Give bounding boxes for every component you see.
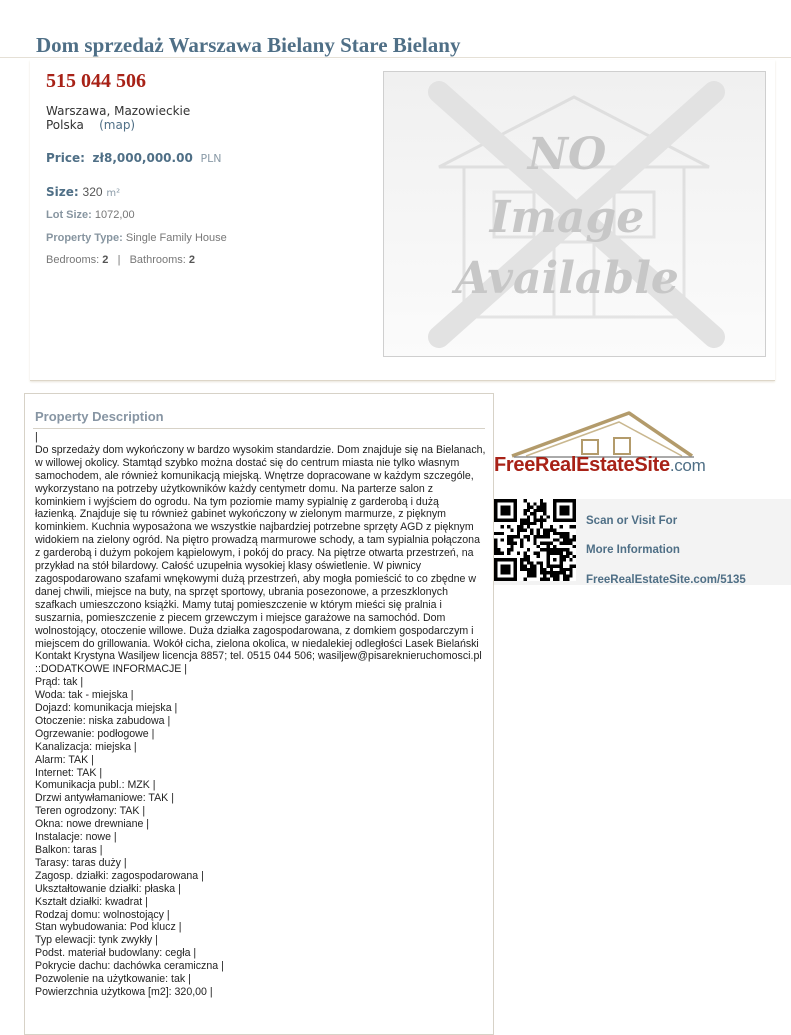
address-country: Polska: [46, 118, 84, 132]
size-label: Size:: [46, 185, 79, 199]
description-divider: [33, 428, 485, 429]
listing-phone: 515 044 506: [46, 70, 146, 92]
size-row: [46, 185, 120, 199]
feature-item: Balkon: taras |: [35, 844, 103, 856]
map-link[interactable]: (map): [99, 118, 136, 132]
house-roof-icon: [494, 410, 739, 460]
feature-item: Woda: tak - miejska |: [35, 689, 134, 702]
no-image-text-3: Available: [455, 253, 679, 304]
price-label: Price:: [46, 151, 85, 165]
logo-main-text: FreeRealEstateSite: [494, 454, 670, 476]
feature-item: Instalacje: nowe |: [35, 831, 117, 844]
address-line-2: [46, 118, 135, 132]
title-divider: [0, 57, 791, 58]
property-description-panel: [24, 393, 494, 1035]
lot-size-value: 1072,00: [94, 209, 135, 221]
description-text: | Do sprzedaży dom wykończony w bardzo wysokim standardzie. Dom znajduje się na Bielanach, w willowej okolicy. Stamtąd szybko można dostać się do centrum miasta nie tylko własnym samochodem, ale również komunikacją miejską. Wnętrze dopracowane w każdym szczególe, wykorzystano na potrzeby użytkowników każdy centymetr domu. Na parterze salon z kominkiem i wyjściem do ogrodu. Na tym poziomie mamy sypialnię z garderobą i dużą łazienką. Znajduje się tu również gabinet wykończony w zielonym marmurze, z pięknym kominkiem. Kuchnia wyposażona we wszystkie najbardziej potrzebne sprzęty AGD z pięknym widokiem na zielony ogród. Na piętro prowadzą marmurowe schody, a tam sypialnia połączona z garderobą i dużym pokojem kąpielowym, i pokój do pracy. Na piętrze otwarta przestrzeń, na przykład na stół bilardowy. Całość uzupełnia wysokiej klasy oświetlenie. W piwnicy zagospodarowano szafami wnękowymi dużą przestrzeń, aby mogła pomieścić to co zbędne w danej chwili, miejsce na buty, na sprzęt sportowy, ubrania posezonowe, a przeszklonych szafkach umieszczono książki. Mamy tutaj pomieszczenie w którym mieści się pralnia i suszarnia, pomieszczenie z piecem grzewczym i miejsce garażowe na samochód. Dom wolnostojący, otoczenie willowe. Duża działka zagospodarowana, z domkiem gospodarczym i miejscem do grillowania. Wokół cicha, zielona okolica, w niedalekiej odległości Lasek Bielański Kontakt Krystyna Wasiljew licencja 8857; tel. 0515 044 506; wasiljew@pisareknieruchomosci.pl ::DODATKOWE INFORMACJE |: [35, 431, 486, 676]
lot-size-label: Lot Size:: [46, 209, 92, 221]
feature-item: Kształt działki: kwadrat |: [35, 895, 148, 908]
no-image-graphic: [384, 72, 765, 356]
description-body: [35, 431, 487, 999]
price-value: zł8,000,000.00: [92, 151, 193, 165]
feature-item: Internet: TAK |: [35, 766, 103, 779]
feature-item: Prąd: tak |: [35, 676, 84, 689]
feature-item: Typ elewacji: tynk zwykły |: [35, 934, 158, 947]
feature-item: Zagosp. działki: zagospodarowana |: [35, 869, 204, 882]
address-city-region: Warszawa, Mazowieckie: [46, 104, 191, 118]
bathrooms-label: Bathrooms:: [129, 254, 186, 266]
qr-code-icon: [494, 499, 576, 581]
feature-item: Ukształtowanie działki: płaska |: [35, 882, 181, 895]
property-type-value: Single Family House: [125, 232, 227, 244]
logo-wordmark: [494, 454, 705, 477]
bedrooms-label: Bedrooms:: [46, 254, 100, 266]
feature-item: Ogrzewanie: podłogowe |: [35, 727, 155, 740]
size-value: 320: [82, 185, 103, 199]
features-list: [35, 676, 487, 999]
no-image-text-1: NO: [527, 129, 607, 180]
feature-item: Rodzaj domu: wolnostojący |: [35, 908, 170, 921]
feature-item: Alarm: TAK |: [35, 753, 94, 766]
price-row: [46, 151, 221, 165]
logo-suffix-text: .com: [669, 456, 706, 475]
feature-item: Komunikacja publ.: MZK |: [35, 779, 156, 792]
bedrooms-value: 2: [102, 254, 109, 266]
bathrooms-value: 2: [188, 254, 196, 266]
rooms-separator: |: [117, 254, 121, 266]
feature-item: Otoczenie: niska zabudowa |: [35, 714, 171, 727]
feature-item: Stan wybudowania: Pod klucz |: [35, 921, 182, 934]
feature-item: Pozwolenie na użytkowanie: tak |: [35, 973, 191, 986]
feature-item: Pokrycie dachu: dachówka ceramiczna |: [35, 960, 224, 973]
feature-item: Drzwi antywłamaniowe: TAK |: [35, 792, 174, 805]
no-image-placeholder: [383, 71, 766, 357]
feature-item: Okna: nowe drewniane |: [35, 818, 150, 831]
price-currency: PLN: [200, 152, 222, 165]
feature-item: Teren ogrodzony: TAK |: [35, 805, 146, 818]
feature-item: Kanalizacja: miejska |: [35, 740, 137, 753]
qr-code[interactable]: [494, 499, 576, 581]
rooms-row: [46, 254, 195, 266]
property-type-row: [46, 232, 227, 244]
scan-line-1: Scan or Visit For: [586, 515, 678, 527]
feature-item: Tarasy: taras duży |: [35, 856, 127, 869]
feature-item: Dojazd: komunikacja miejska |: [35, 702, 178, 715]
property-type-label: Property Type:: [46, 232, 123, 244]
address-line-1: [46, 104, 190, 118]
lot-size-row: [46, 209, 135, 221]
feature-item: Powierzchnia użytkowa [m2]: 320,00 |: [35, 985, 213, 998]
no-image-text-2: Image: [489, 192, 645, 243]
site-logo[interactable]: [494, 410, 739, 486]
size-unit: m²: [106, 188, 121, 199]
feature-item: Podst. materiał budowlany: cegła |: [35, 947, 197, 960]
description-heading: Property Description: [35, 409, 164, 424]
scan-url[interactable]: FreeRealEstateSite.com/5135: [586, 574, 746, 586]
scan-line-2: More Information: [586, 544, 680, 556]
page-title: Dom sprzedaż Warszawa Bielany Stare Bielany: [36, 33, 461, 57]
